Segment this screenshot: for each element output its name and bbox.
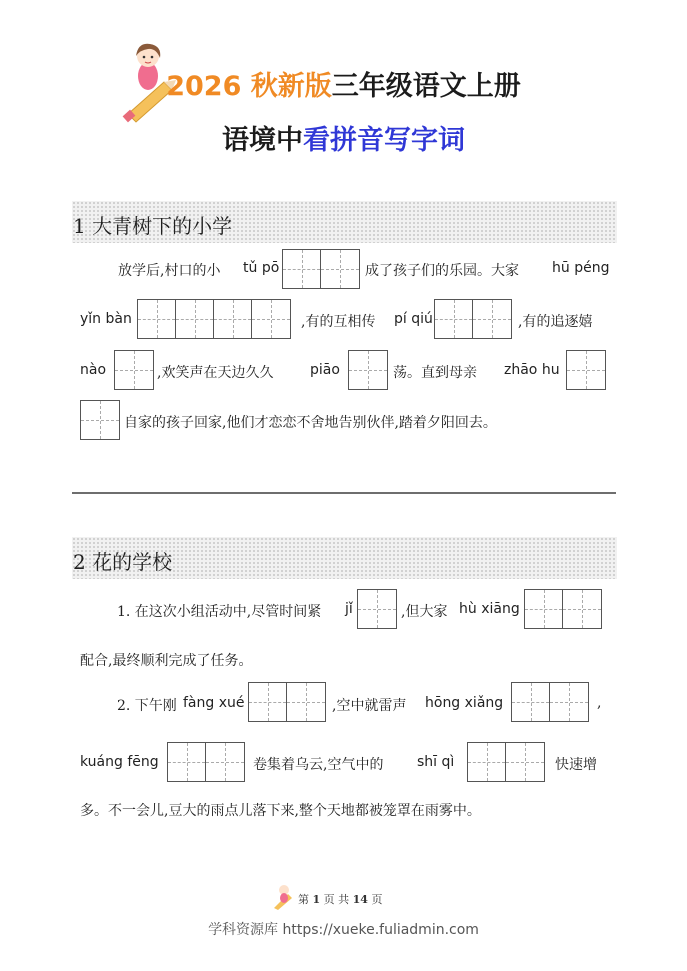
writing-grid[interactable] [524, 589, 602, 629]
s2-pinyin: shī qì [417, 754, 455, 770]
s2-text: ,空中就雷声 [332, 698, 407, 714]
s2-pinyin: hù xiāng [459, 601, 520, 617]
s1-pinyin: nào [80, 362, 107, 378]
s2-pinyin: fàng xué [183, 695, 245, 711]
footer-logo [272, 884, 294, 910]
s1-pinyin: piāo [310, 362, 340, 378]
writing-grid[interactable] [137, 299, 291, 339]
page-indicator [298, 891, 382, 907]
s2-text: ,但大家 [401, 604, 448, 620]
writing-grid[interactable] [467, 742, 545, 782]
s1-pinyin: hū péng [552, 260, 610, 276]
page-total: 14 [352, 893, 368, 906]
s2-text: 卷集着乌云,空气中的 [253, 757, 384, 773]
s2-pinyin: jǐ [345, 601, 353, 617]
section-1-title: 1 大青树下的小学 [73, 214, 233, 238]
writing-grid[interactable] [282, 249, 360, 289]
s1-pinyin: pí qiú [394, 311, 433, 327]
writing-grid[interactable] [566, 350, 606, 390]
s1-pinyin: tǔ pō [243, 260, 280, 276]
s1-text: 放学后,村口的小 [118, 263, 221, 279]
s2-pinyin: kuáng fēng [80, 754, 159, 770]
s2-text: 配合,最终顺利完成了任务。 [80, 653, 253, 669]
s2-text: 快速增 [555, 757, 597, 773]
writing-grid[interactable] [80, 400, 120, 440]
writing-grid[interactable] [114, 350, 154, 390]
page-label-1: 第 [298, 893, 309, 906]
s1-text: ,有的追逐嬉 [518, 314, 593, 330]
s1-text: 自家的孩子回家,他们才恋恋不舍地告别伙伴,踏着夕阳回去。 [124, 415, 497, 431]
section-divider [72, 492, 616, 494]
title-black: 三年级语文上册 [331, 71, 521, 102]
site-watermark: 学科资源库 https://xueke.fuliadmin.com [208, 922, 479, 938]
s1-pinyin: zhāo hu [504, 362, 560, 378]
s1-text: ,有的互相传 [301, 314, 376, 330]
subtitle-blue: 看拼音写字词 [303, 125, 465, 156]
section-2-title: 2 花的学校 [73, 550, 173, 574]
s1-text: 成了孩子们的乐园。大家 [365, 263, 519, 279]
s2-text: 2. 下午刚 [117, 698, 177, 714]
title-orange: 2026 秋新版 [166, 71, 332, 102]
page-subtitle [0, 118, 687, 157]
s2-pinyin: hōng xiǎng [425, 695, 504, 711]
s1-text: ,欢笑声在天边久久 [157, 365, 274, 381]
writing-grid[interactable] [348, 350, 388, 390]
s1-text: 荡。直到母亲 [393, 365, 477, 381]
writing-grid[interactable] [434, 299, 512, 339]
page-label-3: 页 [371, 893, 383, 906]
page-title [0, 64, 687, 103]
s1-pinyin: yǐn bàn [80, 311, 132, 327]
s2-text: 1. 在这次小组活动中,尽管时间紧 [117, 604, 322, 620]
writing-grid[interactable] [357, 589, 397, 629]
s2-text: , [597, 695, 602, 711]
page-label-2: 页 共 [323, 893, 350, 906]
writing-grid[interactable] [248, 682, 326, 722]
s2-text: 多。不一会儿,豆大的雨点儿落下来,整个天地都被笼罩在雨雾中。 [80, 803, 481, 819]
writing-grid[interactable] [511, 682, 589, 722]
page-number: 1 [312, 893, 321, 906]
writing-grid[interactable] [167, 742, 245, 782]
subtitle-black: 语境中 [222, 125, 303, 156]
